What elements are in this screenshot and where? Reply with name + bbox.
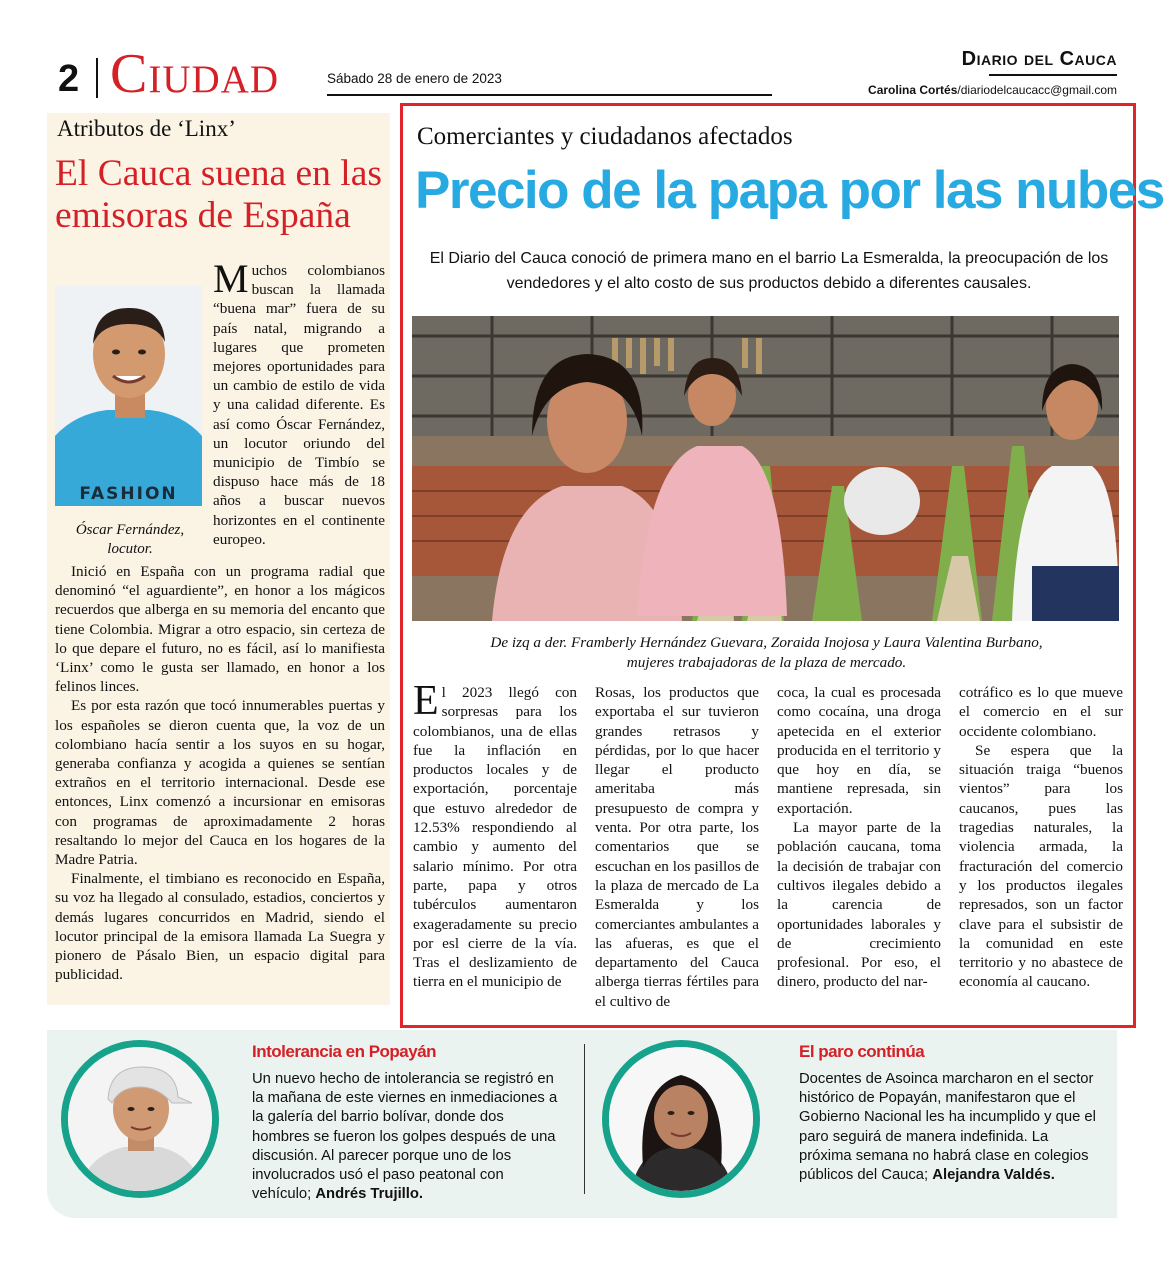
news-briefs xyxy=(47,1030,1117,1218)
body-text: Se espera que la situación traiga “buenos vientos” para los caucanos, pues las tragedias naturales, la violencia armada, la fracturación del comercio y los productos ilegales represados, son un factor clave para el subsistir de la comunidad en este territorio y no abastece de economía al caucano. xyxy=(959,741,1123,991)
body-column-1 xyxy=(413,678,577,992)
main-photo-caption xyxy=(413,633,1120,673)
portrait-illustration xyxy=(55,286,202,506)
section-title: Ciudad xyxy=(110,43,279,105)
main-kicker: Comerciantes y ciudadanos afectados xyxy=(417,123,793,150)
author-email: /diariodelcaucacc@gmail.com xyxy=(957,83,1117,97)
linx-intro-text: uchos colombianos buscan la llamada “buena mar” fuera de su país natal, migrando a lugares que prometen mejores oportunidades para un cambio de estilo de vida y una calidad diferente. Es así como Óscar Fernández, un locutor oriundo del municipio de Timbío se dispuso hace más de 18 años a buscar nuevos horizontes en el continente europeo. xyxy=(213,262,385,548)
main-headline: Precio de la papa por las nubes xyxy=(415,161,1164,220)
issue-date: Sábado 28 de enero de 2023 xyxy=(327,71,502,86)
main-article xyxy=(400,103,1164,1028)
brief-title: El paro continúa xyxy=(799,1042,925,1061)
linx-dropcap: M xyxy=(213,256,249,301)
body-text: l 2023 llegó con sorpresas para los colombianos, una de ellas fue la inflación en productos locales y de exportación, porcentaje que estuvo alrededor de 12.53% respondiendo al cambio y aumento del salario mínimo. Por otra parte, papa y otros tubérculos aumentaron exageradamente su precio por esl cierre de la vía. Tras el deslizamiento de tierra en el municipio de xyxy=(413,684,577,991)
market-vendors-photo xyxy=(412,316,1119,621)
shirt-print-text: FASHION xyxy=(79,484,178,504)
body-text: Rosas, los productos que exportaba el sur tuvieron grandes retrasos y pérdidas, por lo que hacer llegar el producto ameritaba más presupuesto de compra y venta. Por otra parte, los comentarios que se escuchan en los pasillos de la plaza de mercado de La Esmeralda y los comerciantes ambulantes a las afueras, es que el departamento del Cauca alberga tierras fértiles para el cultivo de xyxy=(595,684,759,1010)
woman-portrait-illustration xyxy=(609,1047,753,1191)
linx-portrait-photo xyxy=(55,286,202,506)
caption-line-2: mujeres trabajadoras de la plaza de mercado. xyxy=(626,654,907,671)
linx-kicker: Atributos de ‘Linx’ xyxy=(57,116,236,141)
newspaper-brand: Diario del Cauca xyxy=(961,48,1117,70)
author-name: Carolina Cortés xyxy=(868,83,958,97)
body-column-3 xyxy=(777,683,941,992)
brief-body: Un nuevo hecho de intolerancia se registró en la mañana de este viernes en inmediaciones a la galería del barrio bolívar, donde dos hombres se fueron los golpes después de una discusión. Al parecer porque uno de los involucrados usó el paso peatonal con vehículo; xyxy=(252,1071,558,1203)
linx-headline: El Cauca suena en las emisoras de España xyxy=(55,153,382,236)
main-body xyxy=(413,678,1125,1010)
brief-portrait-andres xyxy=(61,1040,219,1198)
page-number-divider xyxy=(96,58,98,98)
brief-body: Docentes de Asoinca marcharon en el sector histórico de Popayán, manifestaron que el Gobierno Nacional les ha incumplido y que el paro seguirá de manera indefinida. La próxima semana no habrá clase en colegios públicos del Cauca; xyxy=(799,1071,1096,1184)
main-dropcap: E xyxy=(413,678,439,724)
brief-text xyxy=(799,1070,1104,1185)
linx-body xyxy=(55,562,385,984)
linx-paragraph: Finalmente, el timbiano es reconocido en España, su voz ha llegado al consulado, estadios, conciertos y demás lugares concurridos en Madrid, siendo el locutor principal de la emisora llamada La Suegra y pionero de Pásalo Bien, un espacio digital para publicidad. xyxy=(55,870,385,984)
page-author xyxy=(868,83,1117,97)
brief-author: Alejandra Valdés. xyxy=(932,1167,1055,1184)
brand-rule xyxy=(989,74,1117,76)
brief-portrait-alejandra xyxy=(602,1040,760,1198)
body-column-2 xyxy=(595,683,759,1011)
body-text: coca, la cual es procesada como cocaína, una droga apetecida en el exterior producida en el territorio y que hoy en día, se mantiene represada, sin exportación. xyxy=(777,684,941,817)
date-rule xyxy=(327,94,772,96)
body-text: La mayor parte de la población caucana, toma la decisión de trabajar con cultivos ilegales debido a la carencia de oportunidades laborales y de crecimiento profesional. Por eso, el dinero, producto del nar- xyxy=(777,819,941,991)
page-number: 2 xyxy=(58,58,80,100)
masthead xyxy=(52,40,1117,104)
brief-text xyxy=(252,1070,562,1204)
main-lede: El Diario del Cauca conoció de primera mano en el barrio La Esmeralda, la preocupación de los vendedores y el alto costo de sus productos debido a diferentes causales. xyxy=(429,250,1109,292)
linx-paragraph: Inició en España con un programa radial que denominó “el aguardiente”, en honor a los mágicos recuerdos que alberga en su memoria del encanto que tiene Colombia. Migrar a otro espacio, sin certeza de lo que depare el futuro, no es fácil, así lo manifiesta ‘Linx’ como le gusta ser llamado, en honor a los felinos linces. xyxy=(55,563,385,696)
brief-title: Intolerancia en Popayán xyxy=(252,1042,437,1061)
linx-paragraph: Es por esta razón que tocó innumerables puertas y los españoles se dieron cuenta que, la voz de un colombiano hacía sentir a los suyos en su hogar, generaba confianza y acogida a quienes se sentían extraños en el territorio internacional. Desde ese entonces, Linx comenzó a incursionar en emisoras con programas de aproximadamente 2 horas resaltando lo mejor del Cauca en los hogares de la Madre Patria. xyxy=(55,697,385,869)
man-with-cap-illustration xyxy=(68,1047,212,1191)
linx-intro xyxy=(213,256,385,549)
brief-divider xyxy=(584,1044,585,1194)
linx-article xyxy=(47,113,390,1005)
body-text: cotráfico es lo que mueve el comercio en el sur occidente colombiano. xyxy=(959,684,1123,740)
caption-line-1: De izq a der. Framberly Hernández Guevara, Zoraida Inojosa y Laura Valentina Burbano, xyxy=(490,634,1043,651)
body-column-4 xyxy=(959,683,1123,992)
market-scene-illustration xyxy=(412,316,1119,621)
brief-author: Andrés Trujillo. xyxy=(315,1186,424,1203)
linx-photo-caption: Óscar Fernández, locutor. xyxy=(75,522,185,557)
